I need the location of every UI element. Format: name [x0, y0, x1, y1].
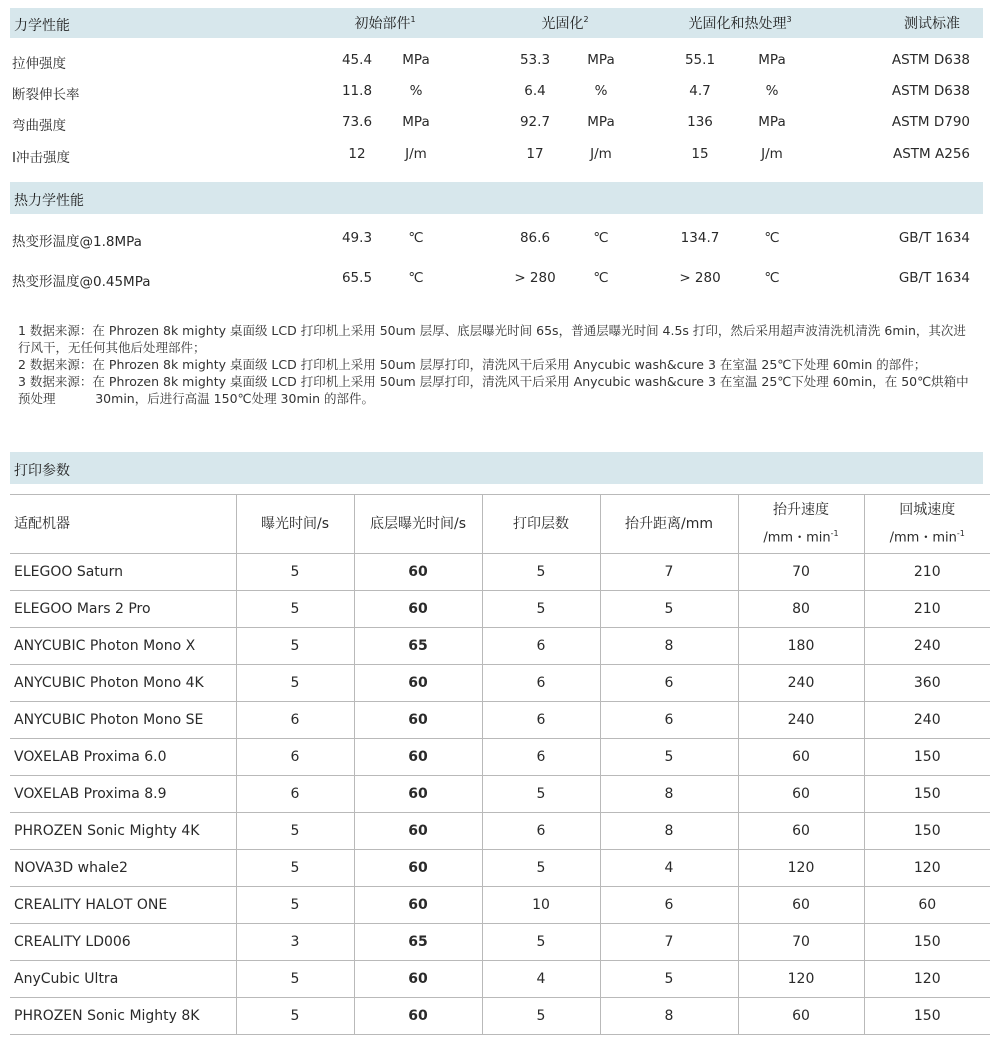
property-name: I冲击强度 [12, 150, 70, 166]
footnotes [18, 322, 978, 407]
unit-initial: % [409, 83, 423, 99]
table-row [10, 776, 990, 813]
th-lift-speed [738, 495, 864, 554]
print-header-band [10, 452, 983, 484]
cell-bottom-exposure: 60 [354, 850, 482, 887]
unit-initial: MPa [402, 52, 430, 68]
cell-bottom-exposure: 65 [354, 924, 482, 961]
unit-photocure-heat: ℃ [764, 230, 780, 246]
table-row [10, 998, 990, 1035]
value-photocure-heat: 4.7 [689, 83, 711, 99]
cell-lift-distance: 6 [600, 702, 738, 739]
cell-machine: CREALITY LD006 [10, 924, 236, 961]
cell-retract-speed: 360 [864, 665, 990, 702]
mechanical-section-title: 力学性能 [14, 18, 70, 34]
cell-layers: 6 [482, 628, 600, 665]
cell-bottom-exposure: 60 [354, 813, 482, 850]
cell-machine: NOVA3D whale2 [10, 850, 236, 887]
cell-retract-speed: 240 [864, 628, 990, 665]
cell-layers: 6 [482, 665, 600, 702]
cell-machine: ANYCUBIC Photon Mono SE [10, 702, 236, 739]
cell-layers: 5 [482, 998, 600, 1035]
cell-machine: ANYCUBIC Photon Mono 4K [10, 665, 236, 702]
cell-lift-distance: 8 [600, 776, 738, 813]
value-photocure: > 280 [514, 270, 556, 286]
cell-lift-distance: 7 [600, 554, 738, 591]
cell-lift-speed: 180 [738, 628, 864, 665]
cell-layers: 5 [482, 924, 600, 961]
property-name: 断裂伸长率 [12, 87, 80, 103]
cell-layers: 4 [482, 961, 600, 998]
th-lift-speed-unit: /mm・$\min^{-1}$ [763, 528, 839, 546]
cell-retract-speed: 120 [864, 961, 990, 998]
cell-layers: 5 [482, 554, 600, 591]
cell-exposure: 5 [236, 961, 354, 998]
property-name: 热变形温度@1.8MPa [12, 234, 142, 250]
th-machine: 适配机器 [10, 495, 236, 554]
cell-bottom-exposure: 60 [354, 665, 482, 702]
cell-lift-speed: 240 [738, 665, 864, 702]
table-row [10, 702, 990, 739]
cell-retract-speed: 210 [864, 554, 990, 591]
property-name: 弯曲强度 [12, 118, 66, 134]
cell-exposure: 5 [236, 850, 354, 887]
th-layers: 打印层数 [482, 495, 600, 554]
print-table-body [10, 554, 990, 1035]
th-retract-speed-unit: /mm・$\min^{-1}$ [889, 528, 965, 546]
cell-bottom-exposure: 60 [354, 961, 482, 998]
value-photocure-heat: 134.7 [680, 230, 720, 246]
test-standard: ASTM D638 [891, 52, 970, 68]
unit-photocure: J/m [590, 146, 612, 162]
value-initial: 49.3 [341, 230, 373, 246]
cell-layers: 6 [482, 702, 600, 739]
value-photocure-heat: > 280 [679, 270, 721, 286]
table-row [10, 887, 990, 924]
cell-retract-speed: 150 [864, 998, 990, 1035]
test-standard: ASTM A256 [893, 146, 970, 162]
cell-exposure: 5 [236, 628, 354, 665]
cell-exposure: 5 [236, 813, 354, 850]
cell-lift-speed: 60 [738, 813, 864, 850]
cell-lift-distance: 5 [600, 739, 738, 776]
footnote-3: 3 数据来源：在 Phrozen 8k mighty 桌面级 LCD 打印机上采用 50um 层厚打印，清洗风干后采用 Anycubic wash&cure 3 在室温 25℃下处理 60min，在 50℃烘箱中预处理 30min，后进行高温 150℃处理 30min 的部件。 [18, 374, 969, 406]
value-initial: 12 [348, 146, 366, 162]
cell-lift-distance: 4 [600, 850, 738, 887]
thermal-header-band [10, 182, 983, 214]
footnote-2: 2 数据来源：在 Phrozen 8k mighty 桌面级 LCD 打印机上采用 50um 层厚打印，清洗风干后采用 Anycubic wash&cure 3 在室温 25℃下处理 60min 的部件； [18, 357, 927, 372]
table-row [10, 813, 990, 850]
cell-lift-speed: 80 [738, 591, 864, 628]
unit-photocure: ℃ [593, 270, 609, 286]
cell-lift-speed: 60 [738, 776, 864, 813]
cell-retract-speed: 210 [864, 591, 990, 628]
cell-machine: ELEGOO Saturn [10, 554, 236, 591]
cell-exposure: 5 [236, 591, 354, 628]
cell-machine: VOXELAB Proxima 6.0 [10, 739, 236, 776]
th-exposure: 曝光时间/s [236, 495, 354, 554]
cell-lift-distance: 8 [600, 998, 738, 1035]
cell-layers: 10 [482, 887, 600, 924]
table-row [10, 924, 990, 961]
cell-machine: PHROZEN Sonic Mighty 4K [10, 813, 236, 850]
cell-exposure: 5 [236, 998, 354, 1035]
cell-lift-distance: 8 [600, 628, 738, 665]
footnote-1: 1 数据来源：在 Phrozen 8k mighty 桌面级 LCD 打印机上采用 50um 层厚、底层曝光时间 65s，普通层曝光时间 4.5s 打印，然后采用超声波清洗机清洗 6min，其次进行风干，无任何其他后处理部件； [18, 323, 966, 355]
cell-lift-distance: 8 [600, 813, 738, 850]
cell-bottom-exposure: 60 [354, 887, 482, 924]
cell-bottom-exposure: 60 [354, 591, 482, 628]
cell-retract-speed: 150 [864, 739, 990, 776]
print-params-table [10, 494, 990, 1035]
property-name: 热变形温度@0.45MPa [12, 274, 151, 290]
property-name: 拉伸强度 [12, 56, 66, 72]
cell-retract-speed: 240 [864, 702, 990, 739]
cell-machine: ANYCUBIC Photon Mono X [10, 628, 236, 665]
table-row [10, 665, 990, 702]
cell-lift-distance: 5 [600, 591, 738, 628]
cell-lift-speed: 120 [738, 850, 864, 887]
cell-layers: 6 [482, 813, 600, 850]
cell-bottom-exposure: 65 [354, 628, 482, 665]
cell-lift-distance: 6 [600, 665, 738, 702]
col-header-initial: 初始部件$^1$ [354, 15, 416, 32]
cell-layers: 5 [482, 591, 600, 628]
test-standard: GB/T 1634 [898, 230, 970, 246]
table-row [10, 628, 990, 665]
cell-lift-distance: 6 [600, 887, 738, 924]
value-photocure-heat: 55.1 [684, 52, 716, 68]
cell-layers: 5 [482, 776, 600, 813]
cell-bottom-exposure: 60 [354, 554, 482, 591]
value-photocure: 92.7 [519, 114, 551, 130]
test-standard: ASTM D638 [891, 83, 970, 99]
value-photocure-heat: 15 [691, 146, 709, 162]
unit-initial: ℃ [408, 270, 424, 286]
cell-retract-speed: 120 [864, 850, 990, 887]
unit-photocure-heat: % [765, 83, 779, 99]
cell-layers: 6 [482, 739, 600, 776]
cell-machine: VOXELAB Proxima 8.9 [10, 776, 236, 813]
cell-machine: ELEGOO Mars 2 Pro [10, 591, 236, 628]
print-section-title: 打印参数 [14, 463, 70, 479]
th-lift-speed-label: 抬升速度 [773, 501, 829, 518]
cell-bottom-exposure: 60 [354, 739, 482, 776]
table-row [10, 739, 990, 776]
cell-exposure: 6 [236, 739, 354, 776]
value-initial: 65.5 [341, 270, 373, 286]
table-row [10, 961, 990, 998]
col-header-photocure-heat: 光固化和热处理$^3$ [688, 15, 792, 32]
value-photocure: 86.6 [519, 230, 551, 246]
unit-photocure: MPa [587, 114, 615, 130]
thermal-section-title: 热力学性能 [14, 193, 84, 209]
cell-lift-speed: 60 [738, 739, 864, 776]
table-header-row [10, 495, 990, 554]
value-initial: 45.4 [341, 52, 373, 68]
value-photocure: 53.3 [519, 52, 551, 68]
cell-bottom-exposure: 60 [354, 702, 482, 739]
th-retract-speed-label: 回城速度 [899, 501, 956, 518]
cell-exposure: 5 [236, 887, 354, 924]
table-row [10, 850, 990, 887]
value-photocure: 17 [526, 146, 544, 162]
test-standard: GB/T 1634 [898, 270, 970, 286]
col-header-standard: 测试标准 [904, 16, 960, 32]
unit-photocure: ℃ [593, 230, 609, 246]
unit-initial: ℃ [408, 230, 424, 246]
cell-lift-speed: 60 [738, 998, 864, 1035]
cell-lift-speed: 70 [738, 924, 864, 961]
cell-retract-speed: 150 [864, 924, 990, 961]
cell-machine: PHROZEN Sonic Mighty 8K [10, 998, 236, 1035]
value-photocure: 6.4 [524, 83, 546, 99]
cell-lift-speed: 70 [738, 554, 864, 591]
unit-initial: J/m [405, 146, 427, 162]
cell-lift-speed: 120 [738, 961, 864, 998]
table-row [10, 591, 990, 628]
cell-retract-speed: 150 [864, 776, 990, 813]
col-header-photocure: 光固化$^2$ [541, 15, 589, 32]
th-lift-distance: 抬升距离/mm [600, 495, 738, 554]
unit-photocure-heat: MPa [758, 114, 786, 130]
cell-exposure: 5 [236, 665, 354, 702]
unit-photocure: MPa [587, 52, 615, 68]
cell-lift-distance: 5 [600, 961, 738, 998]
cell-bottom-exposure: 60 [354, 776, 482, 813]
cell-lift-distance: 7 [600, 924, 738, 961]
table-row [10, 554, 990, 591]
cell-exposure: 6 [236, 702, 354, 739]
cell-layers: 5 [482, 850, 600, 887]
cell-exposure: 5 [236, 554, 354, 591]
cell-machine: AnyCubic Ultra [10, 961, 236, 998]
value-initial: 11.8 [341, 83, 373, 99]
test-standard: ASTM D790 [891, 114, 970, 130]
cell-exposure: 3 [236, 924, 354, 961]
unit-photocure-heat: ℃ [764, 270, 780, 286]
cell-bottom-exposure: 60 [354, 998, 482, 1035]
unit-photocure: % [594, 83, 608, 99]
cell-lift-speed: 60 [738, 887, 864, 924]
unit-photocure-heat: MPa [758, 52, 786, 68]
mechanical-header-band [10, 8, 983, 38]
cell-retract-speed: 60 [864, 887, 990, 924]
unit-initial: MPa [402, 114, 430, 130]
value-photocure-heat: 136 [687, 114, 713, 130]
cell-retract-speed: 150 [864, 813, 990, 850]
cell-exposure: 6 [236, 776, 354, 813]
cell-lift-speed: 240 [738, 702, 864, 739]
cell-machine: CREALITY HALOT ONE [10, 887, 236, 924]
th-bottom-exposure: 底层曝光时间/s [354, 495, 482, 554]
value-initial: 73.6 [341, 114, 373, 130]
th-retract-speed [864, 495, 990, 554]
unit-photocure-heat: J/m [761, 146, 783, 162]
